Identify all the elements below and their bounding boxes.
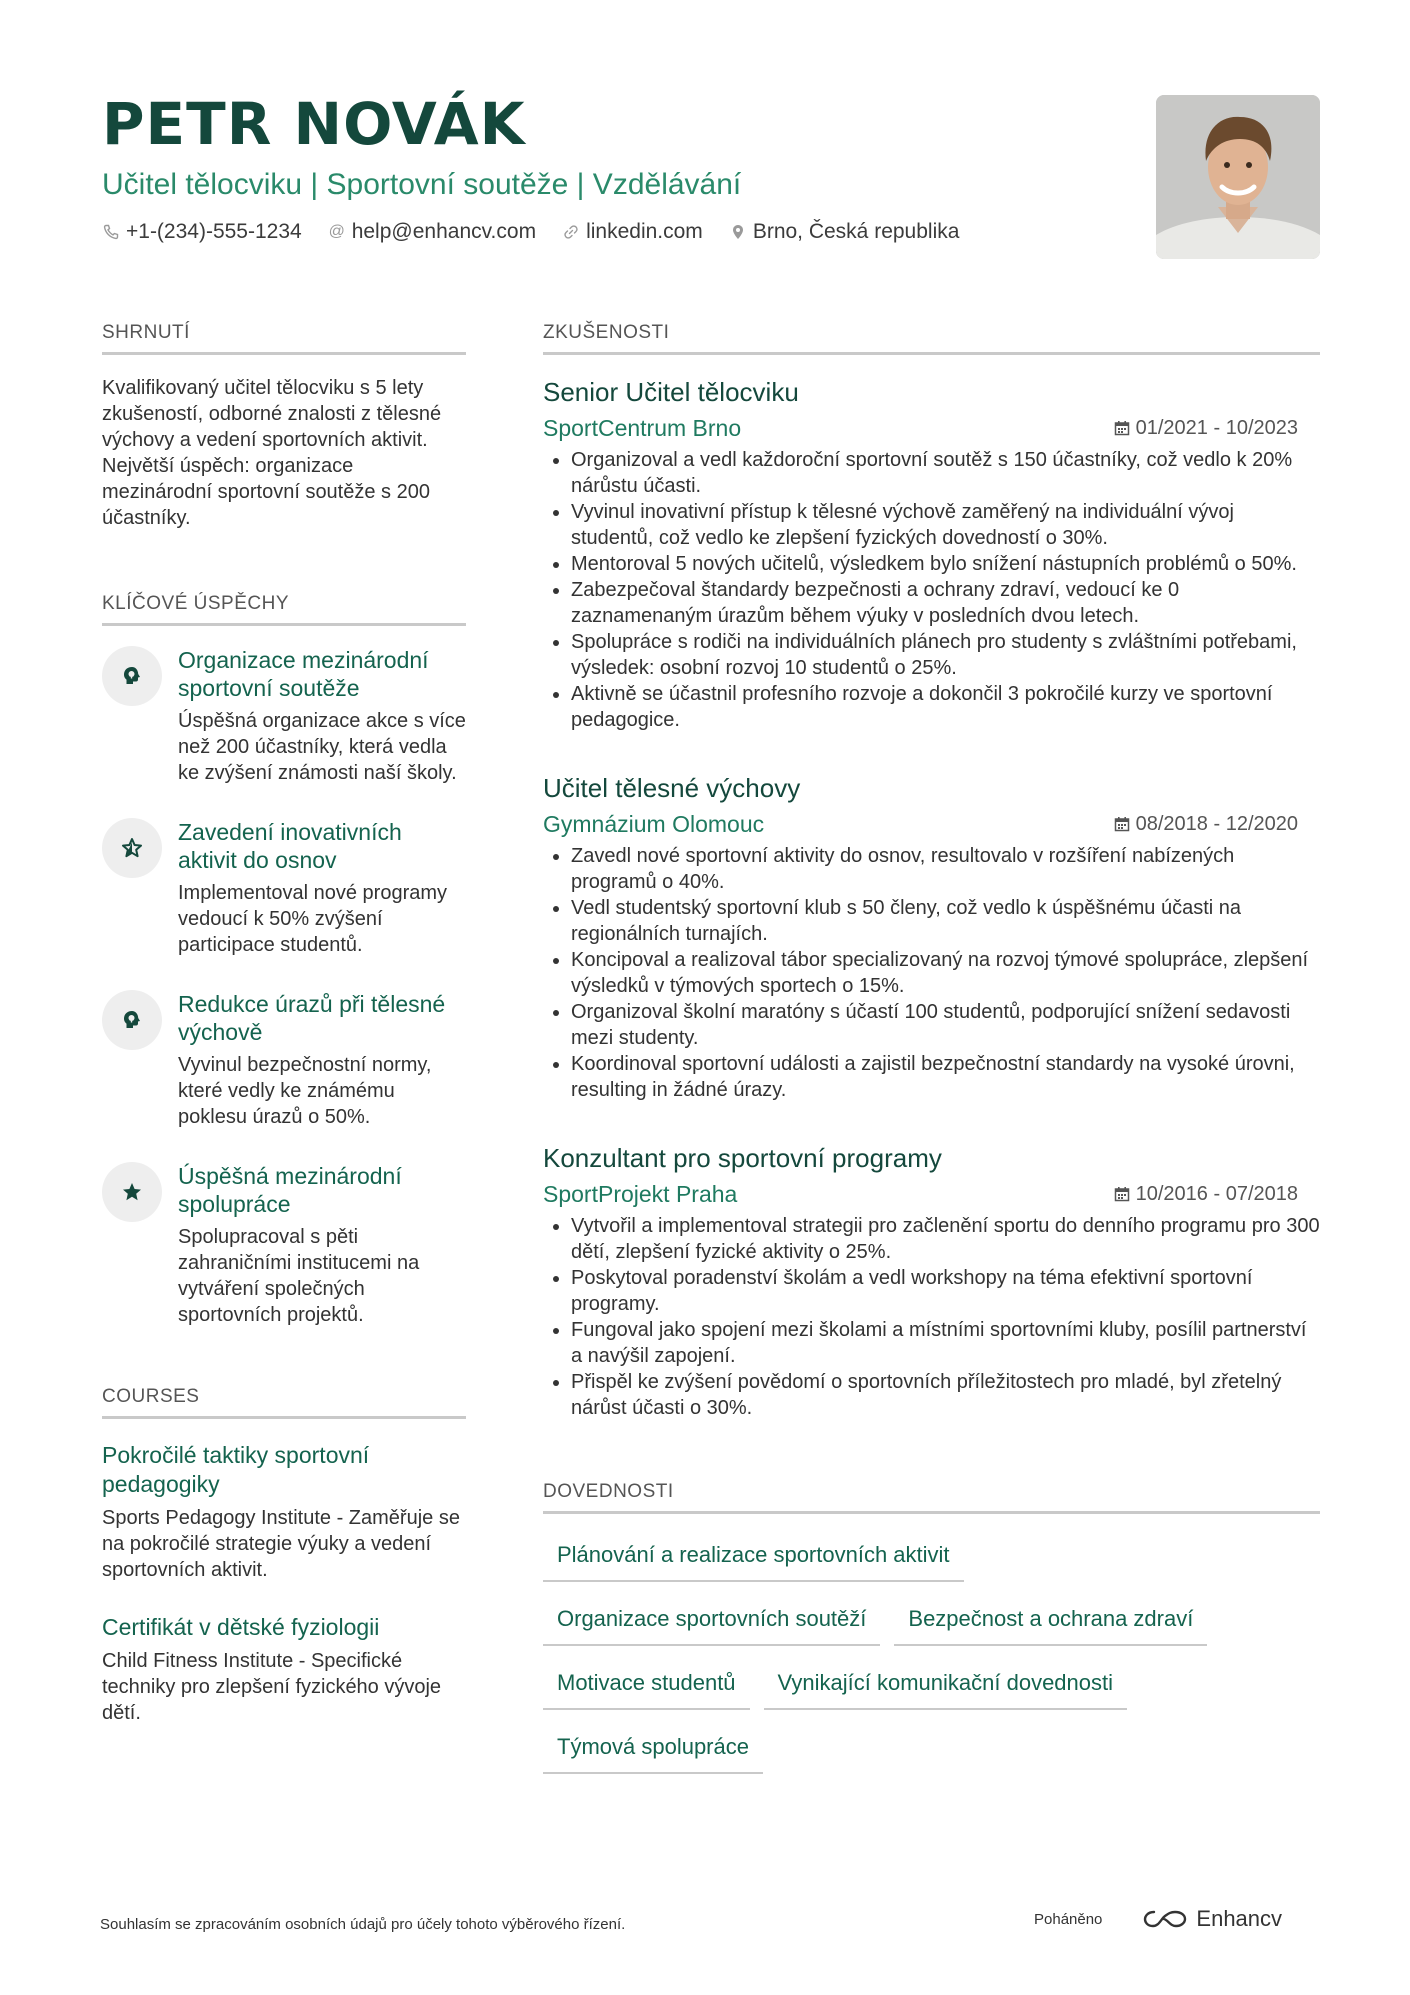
achievement-title: Organizace mezinárodní sportovní soutěže bbox=[178, 647, 429, 701]
bullet-item: Organizoval a vedl každoroční sportovní soutěž s 150 účastníky, což vedlo k 20% nárůstu účasti. bbox=[543, 447, 1320, 499]
resume-header bbox=[102, 92, 1322, 244]
job-title: Konzultant pro sportovní programy bbox=[543, 1143, 942, 1173]
job-dates bbox=[1114, 1183, 1298, 1206]
job-dates bbox=[1114, 813, 1298, 836]
bullet-item: Spolupráce s rodiči na individuálních plánech pro studenty s zvláštními potřebami, výsledek: osobní rozvoj 10 studentů o 25%. bbox=[543, 629, 1320, 681]
job-dates-text: 10/2016 - 07/2018 bbox=[1135, 1182, 1298, 1205]
job-bullets bbox=[543, 1213, 1320, 1421]
bullet-item: Koncipoval a realizoval tábor specializovaný na rozvoj týmové spolupráce, zlepšení výsledků v týmových sportech o 15%. bbox=[543, 947, 1320, 999]
at-icon: @ bbox=[328, 223, 345, 240]
calendar-icon bbox=[1114, 816, 1130, 832]
skills-heading: DOVEDNOSTI bbox=[543, 1479, 1320, 1514]
job-title: Senior Učitel tělocviku bbox=[543, 377, 799, 407]
skill-tag: Bezpečnost a ochrana zdraví bbox=[894, 1596, 1207, 1646]
summary-text: Kvalifikovaný učitel tělocviku s 5 lety zkušeností, odborné znalosti z tělesné výchovy a vedení sportovních aktivit. Největší úspěch: organizace mezinárodní sportovní soutěže s 200 účastníky. bbox=[102, 377, 442, 529]
star-outline-icon bbox=[102, 818, 162, 878]
job-dates bbox=[1114, 417, 1298, 440]
bullet-item: Aktivně se účastnil profesního rozvoje a dokončil 3 pokročilé kurzy ve sportovní pedagogice. bbox=[543, 681, 1320, 733]
course-text: Child Fitness Institute - Specifické techniky pro zlepšení fyzického vývoje dětí. bbox=[102, 1650, 442, 1724]
contact-linkedin bbox=[562, 220, 703, 244]
summary-heading: SHRNUTÍ bbox=[102, 320, 466, 355]
bullet-item: Koordinoval sportovní události a zajistil bezpečnostní standardy na vysoké úrovni, resulting in žádné úrazy. bbox=[543, 1051, 1320, 1103]
candidate-role: Učitel tělocviku | Sportovní soutěže | Vzdělávání bbox=[102, 168, 742, 201]
company-name: SportCentrum Brno bbox=[543, 415, 742, 441]
left-column bbox=[102, 320, 466, 1726]
bullet-item: Fungoval jako spojení mezi školami a místními sportovními kluby, posílil partnerství a navýšil zapojení. bbox=[543, 1317, 1320, 1369]
courses-heading: COURSES bbox=[102, 1384, 466, 1419]
achievement-item bbox=[102, 818, 466, 958]
achievements-heading: KLÍČOVÉ ÚSPĚCHY bbox=[102, 591, 466, 626]
job-entry bbox=[543, 1141, 1320, 1421]
bullet-item: Mentoroval 5 nových učitelů, výsledkem bylo snížení nástupních problémů o 50%. bbox=[543, 551, 1320, 577]
bullet-item: Vytvořil a implementoval strategii pro začlenění sportu do denního programu pro 300 dětí, zlepšení fyzické aktivity o 25%. bbox=[543, 1213, 1320, 1265]
skill-tag: Plánování a realizace sportovních aktivit bbox=[543, 1532, 964, 1582]
location-pin-icon bbox=[729, 223, 747, 241]
course-text: Sports Pedagogy Institute - Zaměřuje se na pokročilé strategie výuky a vedení sportovních aktivit. bbox=[102, 1507, 460, 1581]
course-title: Certifikát v dětské fyziologii bbox=[102, 1614, 380, 1640]
course-title: Pokročilé taktiky sportovní pedagogiky bbox=[102, 1442, 370, 1497]
brand-name: Enhancv bbox=[1196, 1906, 1283, 1931]
achievement-item bbox=[102, 1162, 466, 1328]
achievement-item bbox=[102, 646, 466, 786]
footer-branding bbox=[1034, 1906, 1282, 1932]
achievement-title: Zavedení inovativních aktivit do osnov bbox=[178, 819, 402, 873]
email-link[interactable]: help@enhancv.com bbox=[351, 220, 537, 243]
job-dates-text: 01/2021 - 10/2023 bbox=[1135, 416, 1298, 439]
company-name: Gymnázium Olomouc bbox=[543, 811, 765, 837]
skill-tag: Týmová spolupráce bbox=[543, 1724, 763, 1774]
course-item bbox=[102, 1613, 466, 1726]
achievement-text: Implementoval nové programy vedoucí k 50% zvýšení participace studentů. bbox=[178, 882, 448, 956]
calendar-icon bbox=[1114, 1186, 1130, 1202]
profile-photo bbox=[1156, 95, 1320, 259]
bullet-item: Vedl studentský sportovní klub s 50 členy, což vedlo k úspěšnému účasti na regionálních turnajích. bbox=[543, 895, 1320, 947]
experience-heading: ZKUŠENOSTI bbox=[543, 320, 1320, 355]
contact-location bbox=[729, 220, 960, 244]
star-icon bbox=[102, 1162, 162, 1222]
right-column bbox=[543, 320, 1320, 1788]
lightbulb-head-icon bbox=[102, 646, 162, 706]
job-bullets bbox=[543, 843, 1320, 1103]
contact-bar bbox=[102, 220, 1322, 244]
consent-text: Souhlasím se zpracováním osobních údajů pro účely tohoto výběrového řízení. bbox=[100, 1916, 626, 1933]
skill-tag: Organizace sportovních soutěží bbox=[543, 1596, 880, 1646]
phone-icon bbox=[102, 223, 120, 241]
enhancv-logo[interactable] bbox=[1142, 1906, 1282, 1932]
job-dates-text: 08/2018 - 12/2020 bbox=[1135, 812, 1298, 835]
achievement-item bbox=[102, 990, 466, 1130]
skill-tag: Motivace studentů bbox=[543, 1660, 750, 1710]
powered-by-label: Poháněno bbox=[1034, 1910, 1103, 1928]
bullet-item: Přispěl ke zvýšení povědomí o sportovních příležitostech pro mladé, byl zřetelný nárůst účasti o 30%. bbox=[543, 1369, 1320, 1421]
contact-phone bbox=[102, 220, 302, 244]
skill-tag: Vynikající komunikační dovednosti bbox=[764, 1660, 1127, 1710]
phone-text[interactable]: +1-(234)-555-1234 bbox=[126, 220, 302, 243]
candidate-name: PETR NOVÁK bbox=[102, 90, 526, 158]
job-title: Učitel tělesné výchovy bbox=[543, 773, 801, 803]
link-icon bbox=[562, 223, 580, 241]
bullet-item: Poskytoval poradenství školám a vedl workshopy na téma efektivní sportovní programy. bbox=[543, 1265, 1320, 1317]
bullet-item: Vyvinul inovativní přístup k tělesné výchově zaměřený na individuální vývoj studentů, což vedlo ke zlepšení fyzických dovedností o 30%. bbox=[543, 499, 1320, 551]
course-item bbox=[102, 1441, 466, 1583]
location-text: Brno, Česká republika bbox=[752, 220, 960, 243]
achievement-title: Redukce úrazů při tělesné výchově bbox=[178, 991, 446, 1045]
job-entry bbox=[543, 375, 1320, 733]
infinity-logo-icon bbox=[1142, 1906, 1188, 1932]
achievement-text: Úspěšná organizace akce s více než 200 účastníky, která vedla ke zvýšení známosti naší školy. bbox=[178, 710, 466, 784]
calendar-icon bbox=[1114, 420, 1130, 436]
job-bullets bbox=[543, 447, 1320, 733]
achievement-text: Spolupracoval s pěti zahraničními institucemi na vytváření společných sportovních projektů. bbox=[178, 1226, 420, 1326]
bullet-item: Zavedl nové sportovní aktivity do osnov, resultovalo v rozšíření nabízených programů o 40%. bbox=[543, 843, 1320, 895]
bullet-item: Zabezpečoval štandardy bezpečnosti a ochrany zdraví, vedoucí ke 0 zaznamenaným úrazům během výuky v posledních dvou letech. bbox=[543, 577, 1320, 629]
achievement-title: Úspěšná mezinárodní spolupráce bbox=[178, 1163, 402, 1217]
company-name: SportProjekt Praha bbox=[543, 1181, 738, 1207]
contact-email bbox=[328, 220, 536, 244]
lightbulb-head-icon bbox=[102, 990, 162, 1050]
linkedin-link[interactable]: linkedin.com bbox=[586, 220, 703, 243]
achievement-text: Vyvinul bezpečnostní normy, které vedly ke známému poklesu úrazů o 50%. bbox=[178, 1054, 432, 1128]
bullet-item: Organizoval školní maratóny s účastí 100 studentů, podporující snížení sedavosti mezi studenty. bbox=[543, 999, 1320, 1051]
skills-list bbox=[543, 1532, 1320, 1788]
job-entry bbox=[543, 771, 1320, 1103]
